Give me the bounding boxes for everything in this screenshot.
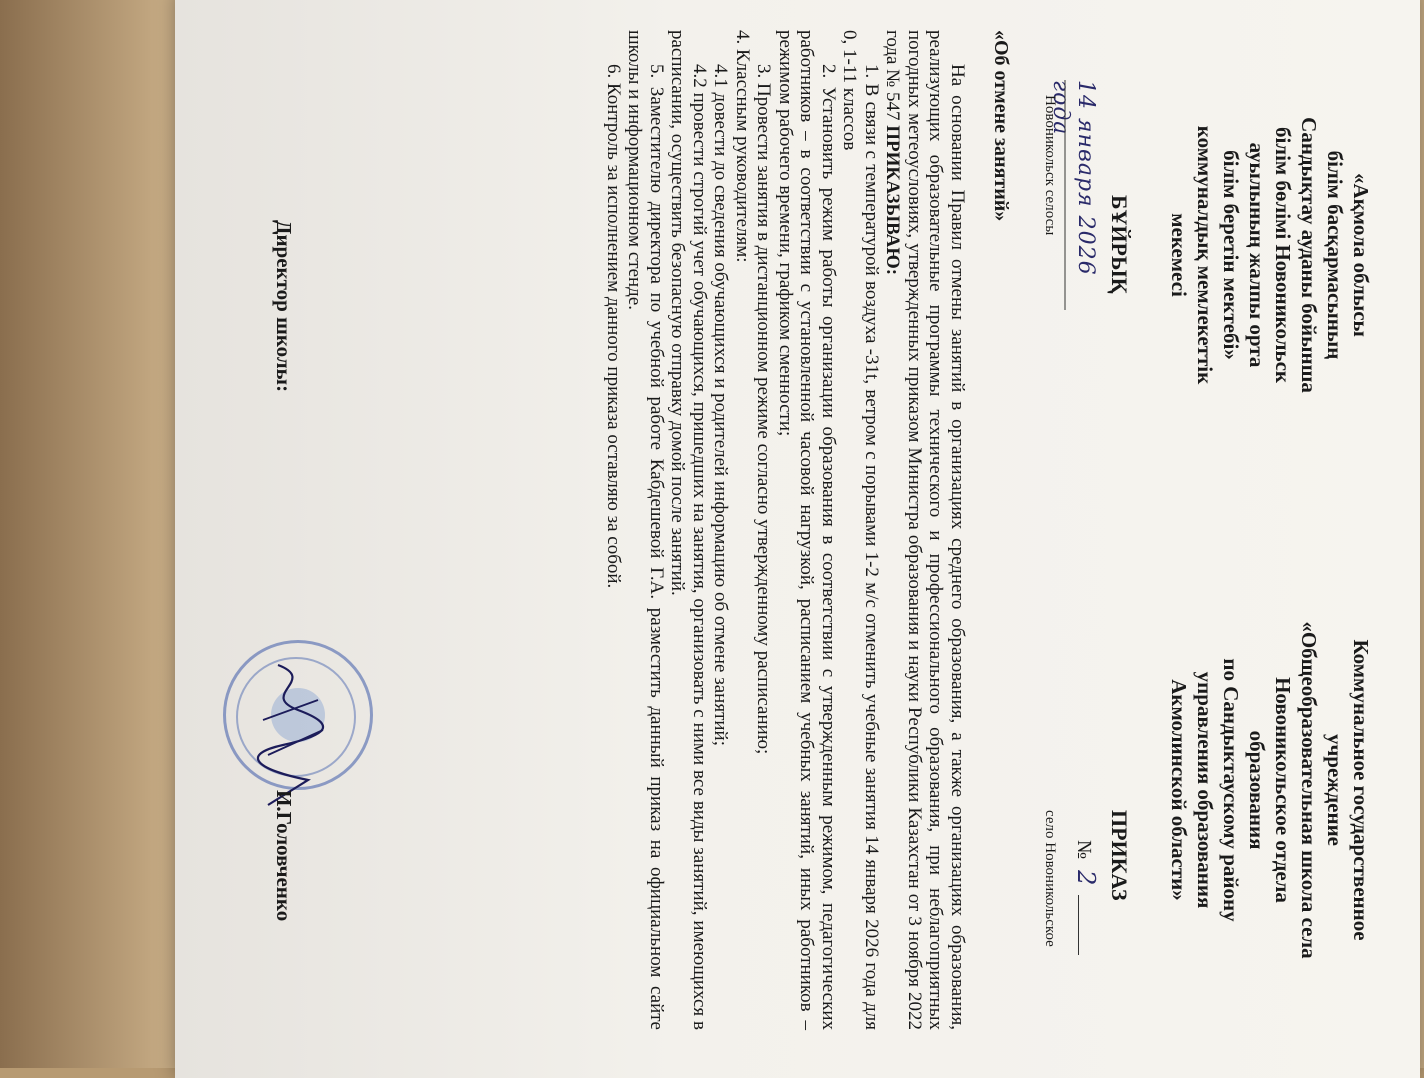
preamble-paragraph xyxy=(882,30,968,1030)
number-underline xyxy=(1078,895,1079,955)
header-kazakh-line: коммуналдық мемлекеттік xyxy=(1192,125,1217,385)
header-russian-line: Новоникольское отдела xyxy=(1270,677,1295,903)
order-subitem: 4.2 провести строгий учет обучающихся, пришедших на занятия, организовать с ними все виды занятий, имеющихся в расписании, осуществить безопасную отправку домой после занятий. xyxy=(667,30,710,1030)
signature-name: И.Головченко xyxy=(271,790,296,922)
handwritten-date: 14 января 2026 года xyxy=(1047,80,1098,276)
order-subject: «Об отмене занятий» xyxy=(989,30,1012,222)
header-kazakh-line: Сандықтау ауданы бойынша xyxy=(1296,117,1321,393)
order-body xyxy=(602,30,968,1030)
header-russian-line: Акмолинской области» xyxy=(1166,679,1191,901)
date-underline xyxy=(1060,80,1070,310)
header-kazakh xyxy=(1166,40,1374,470)
order-number xyxy=(1072,840,1100,955)
order-item: 5. Заместителю директора по учебной работе Кабдешевой Г.А. разместить данный приказ на официальном сайте школы и информационном стенде. xyxy=(624,30,667,1030)
header-russian-line: «Общеобразовательная школа села xyxy=(1296,621,1321,959)
document-sheet xyxy=(175,0,1420,1078)
document-page xyxy=(198,20,1398,1048)
place-russian: село Новоникольское xyxy=(1041,810,1058,947)
header-kazakh-line: мекемесі xyxy=(1166,213,1191,297)
order-item: 4. Классным руководителям: xyxy=(731,30,753,263)
header-kazakh-line: «Ақмола облысы xyxy=(1348,173,1373,337)
order-word: ПРИКАЗЫВАЮ: xyxy=(882,125,903,276)
header-russian-line: по Сандыктаускому району xyxy=(1218,658,1243,922)
order-item: 6. Контроль за исполнением данного приказа оставляю за собой. xyxy=(602,64,624,589)
header-russian xyxy=(1166,580,1374,1000)
header-kazakh-line: білім бөлімі Новоникольск xyxy=(1270,126,1295,384)
header-kazakh-line: білім басқармасының xyxy=(1322,150,1347,360)
header-kazakh-line: ауылының жалпы орта xyxy=(1244,142,1269,368)
header-russian-line: учреждение xyxy=(1322,733,1347,847)
header-russian-line: управления образования xyxy=(1192,671,1217,909)
order-item: 1. В связи с температурой воздуха -31t, ветром с порывами 1-2 м/с отменить учебные занятия 14 января 2026 года для 0, 1-11 классов xyxy=(839,30,882,1030)
signature-title: Директор школы: xyxy=(271,220,296,393)
number-value: 2 xyxy=(1071,870,1100,887)
order-subitem: 4.1 довести до сведения обучающихся и родителей информацию об отмене занятий; xyxy=(710,64,731,746)
header-russian-line: образования xyxy=(1244,730,1269,850)
header-russian-line: Коммунальное государственное xyxy=(1348,639,1373,941)
signature-scribble xyxy=(248,660,338,810)
header-kazakh-line: білім беретін мектебі» xyxy=(1218,150,1243,360)
place-kazakh: Новоникольск селосы xyxy=(1041,95,1058,236)
order-title-kazakh: БҰЙРЫҚ xyxy=(1106,195,1132,294)
order-item: 2. Установить режим работы организации образования в соответствии с утвержденным режимом, педагогических работников – в соответствии с установленной часовой нагрузкой, расписанием учебных занятий, иных работников – режимом рабочего времени, графиком сменности; xyxy=(774,30,839,1030)
order-item: 3. Провести занятия в дистанционном режиме согласно утвержденному расписанию; xyxy=(753,64,774,755)
preamble-text: На основании Правил отмены занятий в организациях среднего образования, а также организациях образования, реализующих образовательные программы технического и профессионального образования, при неблагоприятных погодных метеоусловиях, утвержденных приказом Министра образования и науки Республики Казахстан от 3 ноября 2022 года № 547 xyxy=(882,30,968,1030)
order-title-russian: ПРИКАЗ xyxy=(1106,810,1132,901)
number-label: № xyxy=(1072,840,1095,860)
